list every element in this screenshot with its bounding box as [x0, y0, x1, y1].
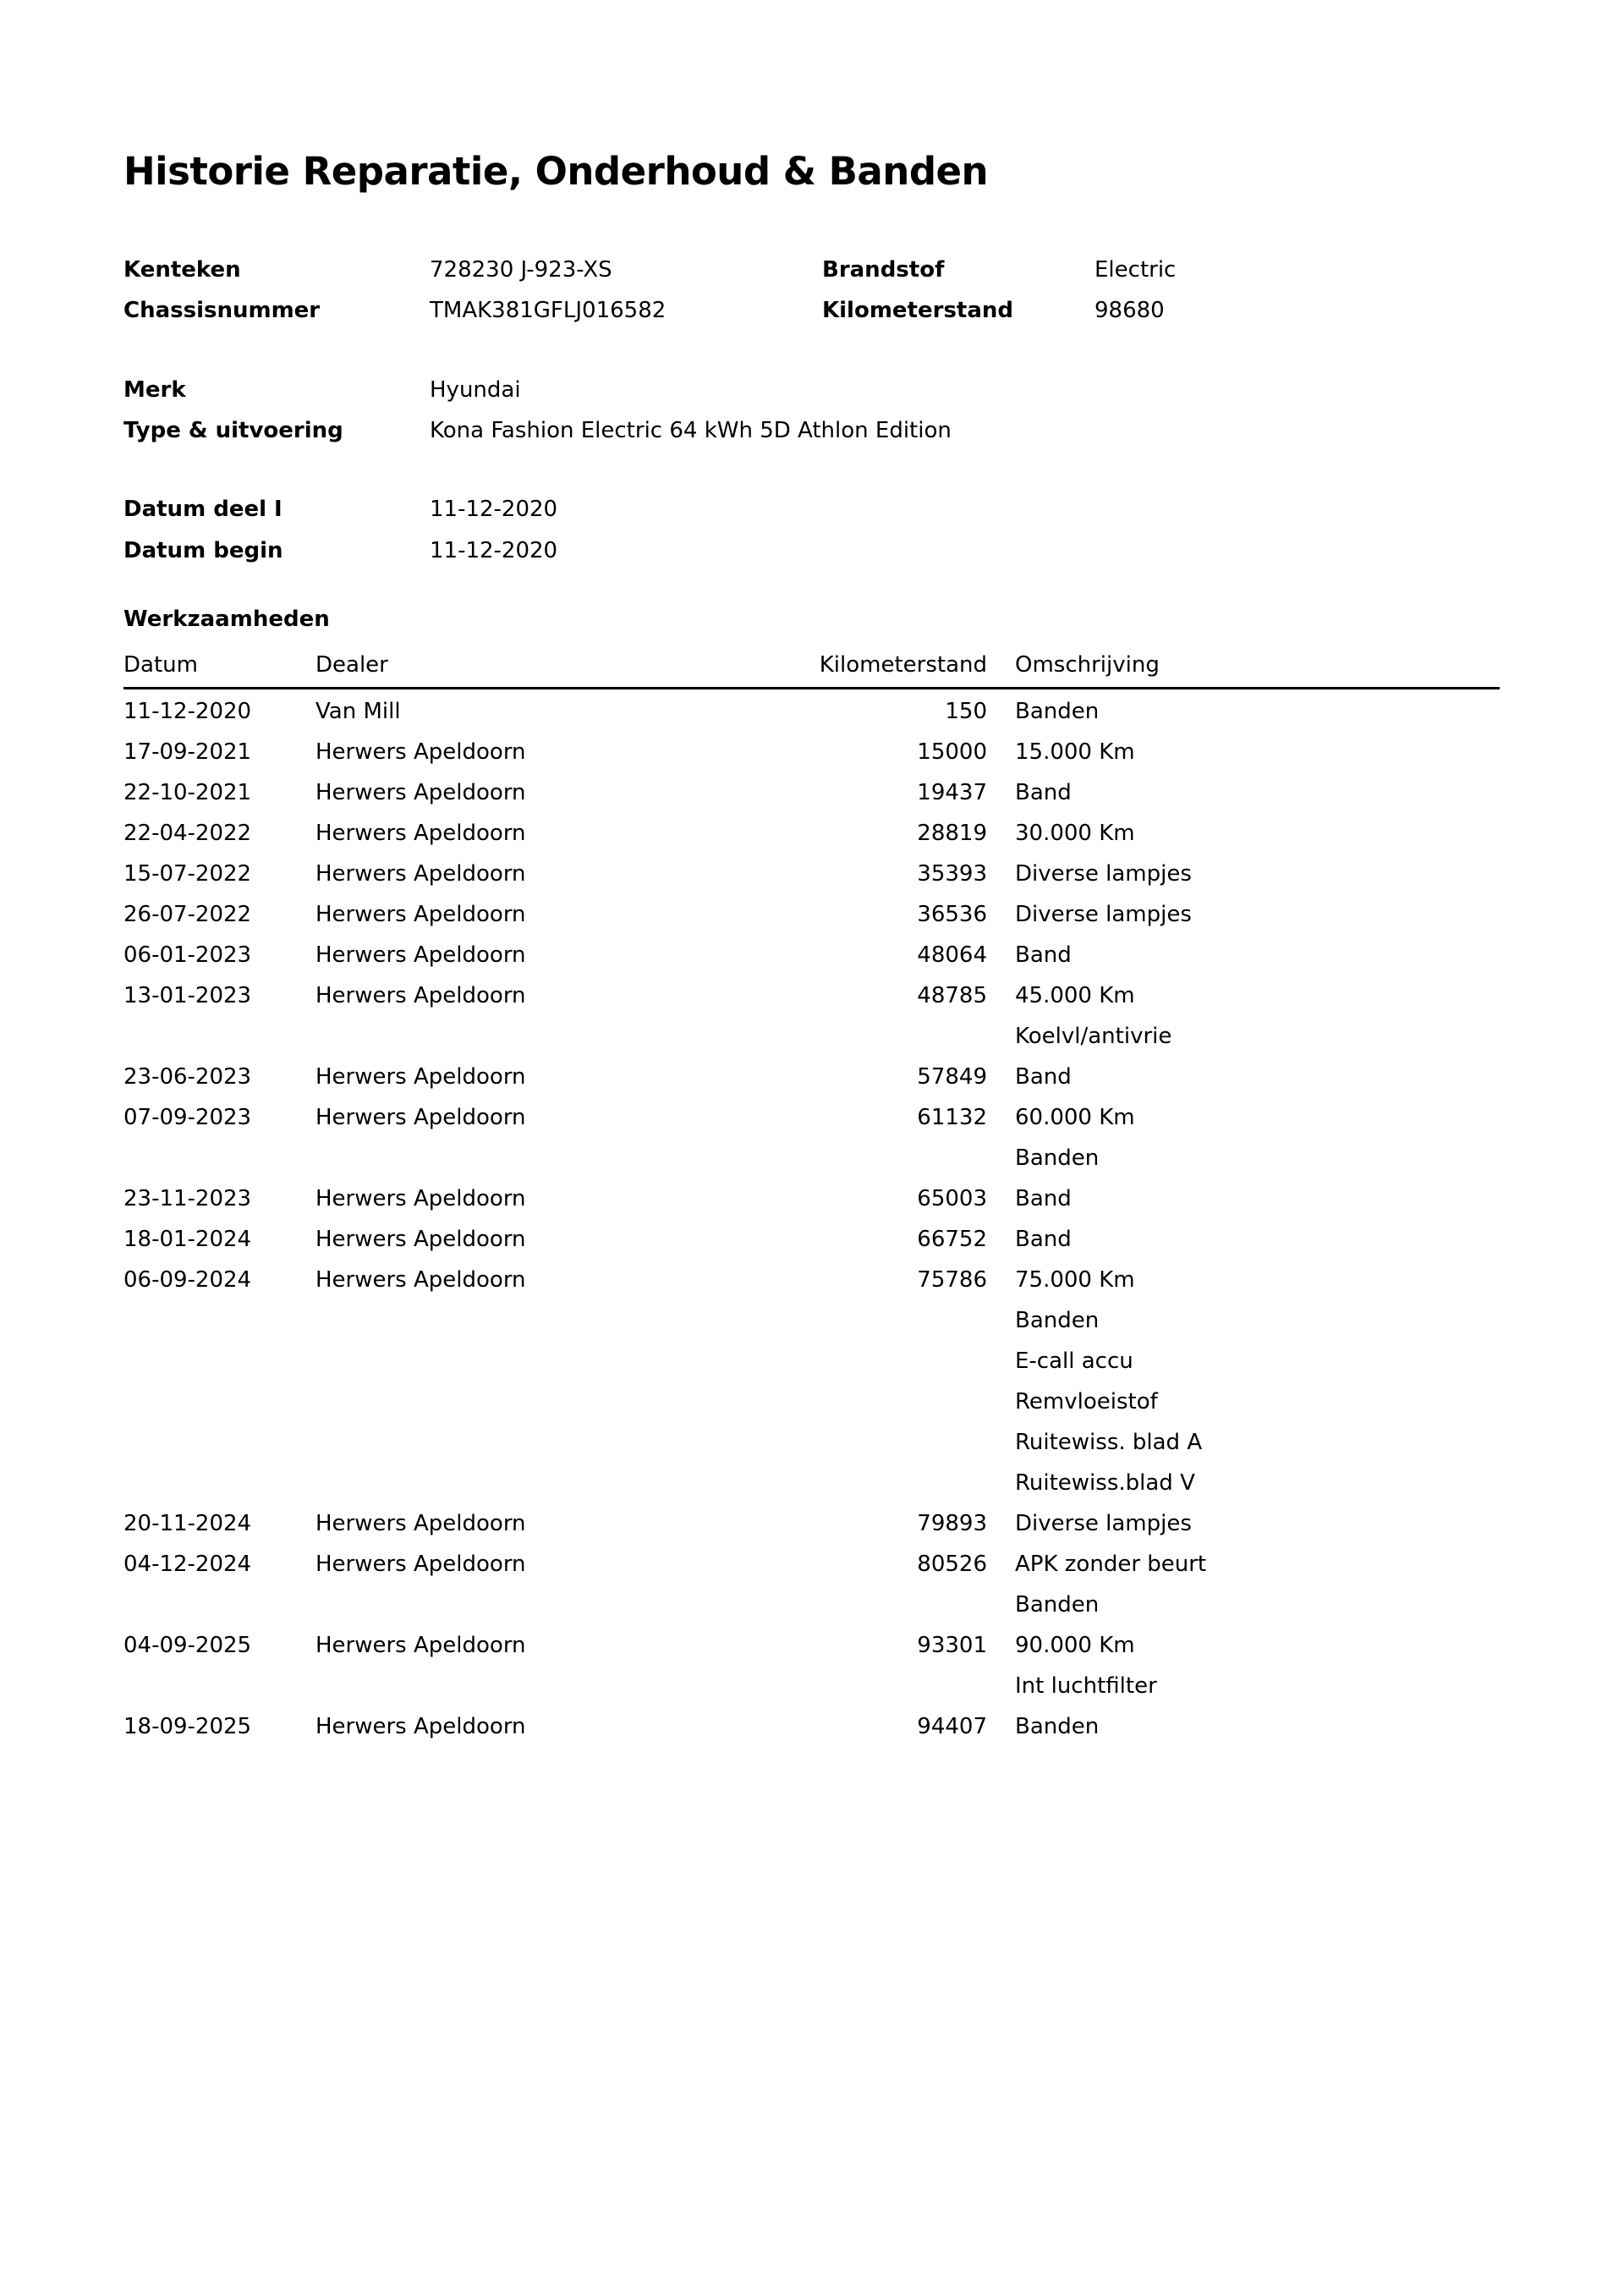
omschrijving-cell: Banden: [1015, 1145, 1100, 1171]
table-row: [123, 772, 1500, 813]
table-row-continuation: [123, 1300, 1500, 1341]
kilometerstand-cell: 66752: [917, 1227, 987, 1252]
info-row-type: [123, 418, 1561, 447]
chassisnummer-value: TMAK381GFLJ016582: [430, 298, 667, 323]
omschrijving-cell: APK zonder beurt: [1015, 1552, 1207, 1577]
kilometerstand-cell: [809, 1585, 987, 1625]
dealer-cell: [315, 1381, 809, 1422]
table-row-continuation: [123, 1666, 1500, 1706]
kilometerstand-cell: 75786: [917, 1267, 987, 1293]
kilometerstand-cell: [809, 1666, 987, 1706]
datum-cell: 18-01-2024: [123, 1227, 252, 1252]
table-row: [123, 813, 1500, 854]
dealer-cell: Van Mill: [315, 699, 401, 724]
dealer-cell: Herwers Apeldoorn: [315, 902, 526, 927]
brandstof-label: Brandstof: [822, 257, 945, 283]
datum-cell: 04-09-2025: [123, 1633, 252, 1658]
datum-cell: [123, 1138, 315, 1178]
datum-cell: 23-11-2023: [123, 1186, 252, 1211]
omschrijving-cell: Ruitewiss. blad A: [1015, 1430, 1203, 1455]
datum-cell: 18-09-2025: [123, 1714, 252, 1739]
table-row: [123, 1260, 1500, 1300]
datum-cell: [123, 1666, 315, 1706]
dealer-cell: Herwers Apeldoorn: [315, 942, 526, 968]
table-row-continuation: [123, 1422, 1500, 1463]
dealer-cell: Herwers Apeldoorn: [315, 1186, 526, 1211]
type-uitvoering-value: Kona Fashion Electric 64 kWh 5D Athlon Edition: [430, 418, 952, 443]
datum-cell: [123, 1463, 315, 1503]
omschrijving-cell: 30.000 Km: [1015, 821, 1135, 846]
omschrijving-cell: Diverse lampjes: [1015, 1511, 1192, 1536]
dealer-cell: [315, 1016, 809, 1057]
kilometerstand-cell: 15000: [917, 739, 987, 765]
table-row: [123, 1625, 1500, 1666]
kilometerstand-cell: 79893: [917, 1511, 987, 1536]
kilometerstand-cell: 57849: [917, 1064, 987, 1090]
dealer-cell: [315, 1585, 809, 1625]
omschrijving-cell: Diverse lampjes: [1015, 902, 1192, 927]
kilometerstand-cell: 93301: [917, 1633, 987, 1658]
omschrijving-cell: Int luchtfilter: [1015, 1673, 1157, 1699]
dealer-cell: Herwers Apeldoorn: [315, 1267, 526, 1293]
datum-cell: 07-09-2023: [123, 1105, 252, 1130]
omschrijving-cell: 15.000 Km: [1015, 739, 1135, 765]
datum-cell: 04-12-2024: [123, 1552, 252, 1577]
info-row-merk: [123, 377, 1561, 406]
dealer-cell: Herwers Apeldoorn: [315, 1064, 526, 1090]
datum-cell: [123, 1381, 315, 1422]
brandstof-value: Electric: [1095, 257, 1177, 283]
datum-deel1-label: Datum deel I: [123, 497, 283, 522]
table-row: [123, 1503, 1500, 1544]
datum-cell: 11-12-2020: [123, 699, 252, 724]
datum-cell: 15-07-2022: [123, 861, 252, 887]
dealer-cell: Herwers Apeldoorn: [315, 1552, 526, 1577]
kilometerstand-label: Kilometerstand: [822, 298, 1014, 323]
omschrijving-cell: Ruitewiss.blad V: [1015, 1470, 1195, 1496]
kilometerstand-cell: 80526: [917, 1552, 987, 1577]
table-row: [123, 894, 1500, 935]
info-row-chassisnummer: [123, 298, 1561, 327]
table-row: [123, 1178, 1500, 1219]
kilometerstand-cell: 36536: [917, 902, 987, 927]
table-row: [123, 854, 1500, 894]
omschrijving-cell: Remvloeistof: [1015, 1389, 1158, 1414]
datum-cell: 20-11-2024: [123, 1511, 252, 1536]
table-row: [123, 732, 1500, 772]
omschrijving-cell: 60.000 Km: [1015, 1105, 1135, 1130]
chassisnummer-label: Chassisnummer: [123, 298, 321, 323]
column-header-dealer: Dealer: [315, 653, 809, 689]
kilometerstand-cell: 19437: [917, 780, 987, 805]
kilometerstand-cell: [809, 1016, 987, 1057]
table-header-row: [123, 653, 1500, 689]
table-row: [123, 1097, 1500, 1138]
table-row-continuation: [123, 1341, 1500, 1381]
dealer-cell: [315, 1341, 809, 1381]
kilometerstand-cell: 48785: [917, 983, 987, 1008]
datum-begin-label: Datum begin: [123, 538, 283, 563]
werkzaamheden-heading: Werkzaamheden: [123, 607, 330, 632]
datum-cell: 22-04-2022: [123, 821, 252, 846]
dealer-cell: Herwers Apeldoorn: [315, 1714, 526, 1739]
info-row-kenteken: [123, 257, 1561, 286]
kilometerstand-cell: 48064: [917, 942, 987, 968]
datum-begin-value: 11-12-2020: [430, 538, 558, 563]
kenteken-label: Kenteken: [123, 257, 241, 283]
datum-cell: [123, 1300, 315, 1341]
omschrijving-cell: Band: [1015, 1186, 1072, 1211]
datum-cell: 17-09-2021: [123, 739, 252, 765]
table-row-continuation: [123, 1585, 1500, 1625]
datum-cell: 26-07-2022: [123, 902, 252, 927]
omschrijving-cell: Diverse lampjes: [1015, 861, 1192, 887]
table-row: [123, 1057, 1500, 1097]
dealer-cell: [315, 1422, 809, 1463]
kenteken-value: 728230 J-923-XS: [430, 257, 612, 283]
omschrijving-cell: Band: [1015, 1227, 1072, 1252]
column-header-kilometerstand: Kilometerstand: [809, 653, 987, 689]
table-row: [123, 1706, 1500, 1747]
datum-cell: 13-01-2023: [123, 983, 252, 1008]
datum-cell: 06-09-2024: [123, 1267, 252, 1293]
dealer-cell: Herwers Apeldoorn: [315, 861, 526, 887]
dealer-cell: Herwers Apeldoorn: [315, 1511, 526, 1536]
omschrijving-cell: Banden: [1015, 1308, 1100, 1333]
table-row: [123, 935, 1500, 975]
dealer-cell: Herwers Apeldoorn: [315, 983, 526, 1008]
omschrijving-cell: 90.000 Km: [1015, 1633, 1135, 1658]
datum-cell: [123, 1341, 315, 1381]
table-row-continuation: [123, 1463, 1500, 1503]
datum-deel1-value: 11-12-2020: [430, 497, 558, 522]
dealer-cell: [315, 1666, 809, 1706]
table-row: [123, 689, 1500, 733]
omschrijving-cell: Banden: [1015, 1714, 1100, 1739]
omschrijving-cell: Band: [1015, 780, 1072, 805]
merk-label: Merk: [123, 377, 186, 403]
dealer-cell: Herwers Apeldoorn: [315, 821, 526, 846]
kilometerstand-cell: [809, 1381, 987, 1422]
table-row-continuation: [123, 1016, 1500, 1057]
info-row-datum-begin: [123, 538, 1561, 567]
kilometerstand-cell: 61132: [917, 1105, 987, 1130]
dealer-cell: [315, 1138, 809, 1178]
page-title: Historie Reparatie, Onderhoud & Banden: [123, 149, 989, 194]
merk-value: Hyundai: [430, 377, 521, 403]
omschrijving-cell: 45.000 Km: [1015, 983, 1135, 1008]
dealer-cell: Herwers Apeldoorn: [315, 1227, 526, 1252]
dealer-cell: [315, 1300, 809, 1341]
omschrijving-cell: E-call accu: [1015, 1348, 1133, 1374]
dealer-cell: Herwers Apeldoorn: [315, 1633, 526, 1658]
werkzaamheden-table: [123, 653, 1500, 1747]
datum-cell: [123, 1016, 315, 1057]
kilometerstand-cell: [809, 1463, 987, 1503]
omschrijving-cell: Band: [1015, 1064, 1072, 1090]
dealer-cell: [315, 1463, 809, 1503]
datum-cell: 23-06-2023: [123, 1064, 252, 1090]
omschrijving-cell: Koelvl/antivrie: [1015, 1024, 1172, 1049]
kilometerstand-cell: [809, 1138, 987, 1178]
kilometerstand-cell: [809, 1300, 987, 1341]
omschrijving-cell: Banden: [1015, 699, 1100, 724]
kilometerstand-cell: 35393: [917, 861, 987, 887]
kilometerstand-cell: 150: [945, 699, 987, 724]
dealer-cell: Herwers Apeldoorn: [315, 780, 526, 805]
table-row: [123, 1219, 1500, 1260]
kilometerstand-cell: 65003: [917, 1186, 987, 1211]
type-uitvoering-label: Type & uitvoering: [123, 418, 343, 443]
dealer-cell: Herwers Apeldoorn: [315, 739, 526, 765]
kilometerstand-value: 98680: [1095, 298, 1165, 323]
dealer-cell: Herwers Apeldoorn: [315, 1105, 526, 1130]
table-row: [123, 1544, 1500, 1585]
table-row-continuation: [123, 1138, 1500, 1178]
datum-cell: 06-01-2023: [123, 942, 252, 968]
kilometerstand-cell: 28819: [917, 821, 987, 846]
omschrijving-cell: 75.000 Km: [1015, 1267, 1135, 1293]
column-header-datum: Datum: [123, 653, 315, 689]
datum-cell: 22-10-2021: [123, 780, 252, 805]
omschrijving-cell: Band: [1015, 942, 1072, 968]
datum-cell: [123, 1585, 315, 1625]
info-row-datum-deel1: [123, 497, 1561, 525]
table-row: [123, 975, 1500, 1016]
omschrijving-cell: Banden: [1015, 1592, 1100, 1618]
kilometerstand-cell: [809, 1341, 987, 1381]
kilometerstand-cell: 94407: [917, 1714, 987, 1739]
table-row-continuation: [123, 1381, 1500, 1422]
datum-cell: [123, 1422, 315, 1463]
column-header-omschrijving: Omschrijving: [987, 653, 1500, 689]
kilometerstand-cell: [809, 1422, 987, 1463]
